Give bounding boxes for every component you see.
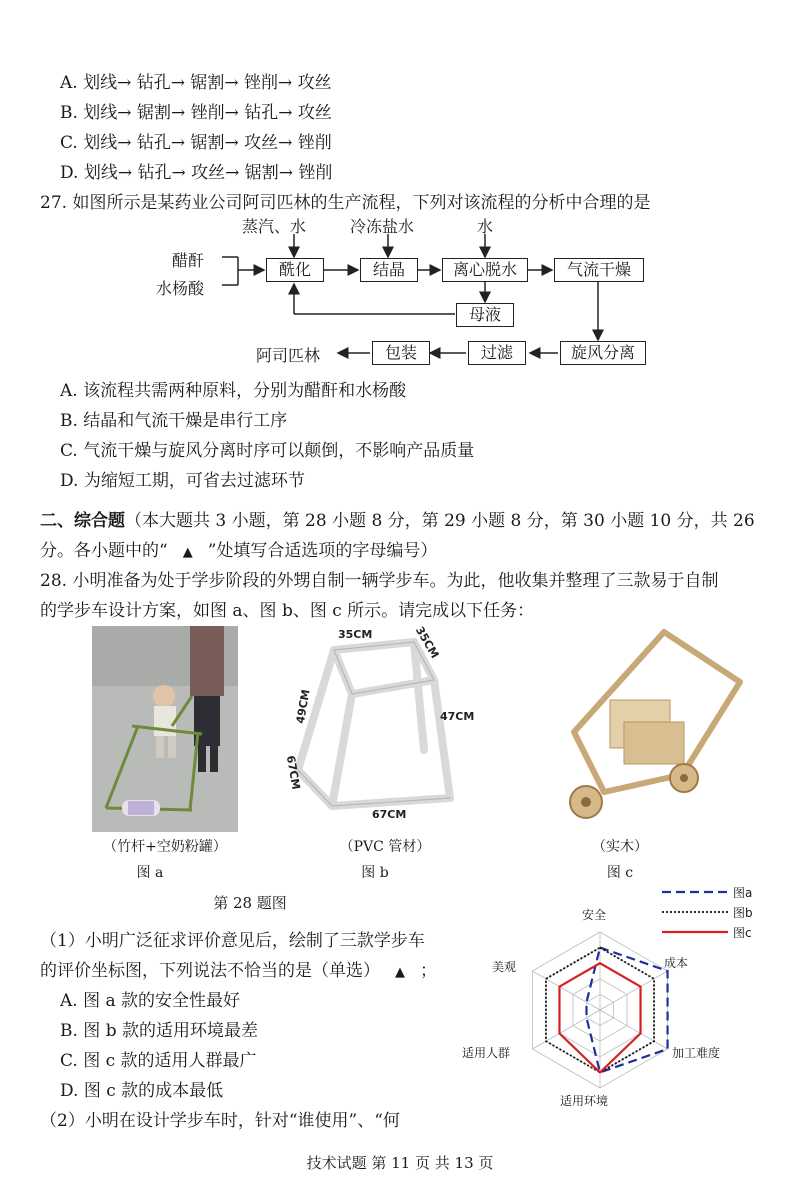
answer-blank-marker: ▲ [182, 545, 193, 560]
figure-b-label: 图 b [361, 865, 389, 881]
input-water: 水 [477, 217, 494, 236]
input-acetic-anhydride: 醋酐 [172, 251, 205, 270]
sub1-option-c: C. 图 c 款的适用人群最广 [60, 1051, 257, 1071]
question-28-stem-1: 28. 小明准备为处于学步阶段的外甥自制一辆学步车。为此，他收集并整理了三款易于自制 [40, 571, 719, 591]
sub1-option-b: B. 图 b 款的适用环境最差 [60, 1021, 258, 1041]
radar-axis-line [600, 1010, 668, 1049]
sub1-answer-blank: ▲ [395, 965, 405, 980]
step-cyclone: 旋风分离 [560, 341, 646, 365]
sub1-option-a: A. 图 a 款的安全性最好 [60, 991, 241, 1011]
figure-c-caption: （实木） [592, 839, 648, 855]
axis-label-environment: 适用环境 [560, 1094, 609, 1108]
legend-a: 图a [733, 886, 753, 900]
dim-base-depth: 67CM [283, 754, 303, 791]
input-steam-water: 蒸汽、水 [242, 217, 307, 236]
option-d: D. 划线→ 钻孔→ 攻丝→ 锯割→ 锉削 [60, 163, 333, 183]
option-b: B. 划线→ 锯割→ 锉削→ 钻孔→ 攻丝 [60, 103, 332, 123]
page-footer: 技术试题 第 11 页 共 13 页 [306, 1154, 494, 1172]
sub1-line1: （1）小明广泛征求评价意见后，绘制了三款学步车 [40, 931, 425, 951]
dim-front-leg: 47CM [440, 710, 475, 723]
dim-rear-leg: 49CM [293, 688, 313, 725]
figure-b-caption: （PVC 管材） [339, 839, 431, 855]
dim-top-depth: 35CM [412, 624, 442, 661]
radar-axis-line [532, 1010, 600, 1049]
question-27-stem: 27. 如图所示是某药业公司阿司匹林的生产流程，下列对该流程的分析中合理的是 [40, 193, 651, 213]
section2-desc2b: ”处填写合适选项的字母编号） [207, 541, 438, 561]
figure-a-label: 图 a [136, 865, 164, 881]
option-a: A. 划线→ 钻孔→ 锯割→ 锉削→ 攻丝 [60, 73, 332, 93]
dim-base-width: 67CM [372, 808, 407, 821]
figure-a-caption: （竹杆+空奶粉罐） [103, 839, 227, 855]
sub1-line2-text: 的评价坐标图，下列说法不恰当的是（单选） [40, 961, 380, 981]
q27-option-d: D. 为缩短工期，可省去过滤环节 [60, 471, 305, 491]
sub2-line: （2）小明在设计学步车时，针对“谁使用”、“何 [40, 1111, 400, 1131]
radar-axis-line [532, 971, 600, 1010]
step-crystallization: 结晶 [360, 258, 418, 282]
step-filter: 过滤 [468, 341, 526, 365]
step-mother-liquor: 母液 [456, 303, 514, 327]
section2-desc2a: 分。各小题中的“ [40, 541, 168, 561]
question-28-stem-2: 的学步车设计方案，如图 a、图 b、图 c 所示。请完成以下任务： [40, 601, 535, 621]
figure-28-title: 第 28 题图 [213, 894, 287, 912]
axis-label-users: 适用人群 [462, 1046, 511, 1060]
legend-c: 图c [733, 926, 752, 940]
dim-top-width: 35CM [338, 628, 373, 641]
axis-label-difficulty: 加工难度 [672, 1046, 721, 1060]
sub1-option-d: D. 图 c 款的成本最低 [60, 1081, 224, 1101]
section2-desc1: （本大题共 3 小题，第 28 小题 8 分，第 29 小题 8 分，第 30 小题 10 分，共 26 [125, 511, 755, 531]
legend-b: 图b [733, 906, 753, 920]
axis-label-safety: 安全 [582, 908, 607, 922]
q27-option-b: B. 结晶和气流干燥是串行工序 [60, 411, 288, 431]
input-salicylic-acid: 水杨酸 [156, 279, 205, 298]
q27-option-a: A. 该流程共需两种原料，分别为醋酐和水杨酸 [60, 381, 407, 401]
axis-label-cost: 成本 [664, 956, 689, 970]
axis-label-appearance: 美观 [492, 960, 517, 974]
step-acylation: 酰化 [266, 258, 324, 282]
figure-c-label: 图 c [606, 865, 634, 881]
step-centrifuge: 离心脱水 [442, 258, 528, 282]
radar-axis-line [600, 971, 668, 1010]
step-package: 包装 [372, 341, 430, 365]
step-air-dry: 气流干燥 [554, 258, 644, 282]
q27-option-c: C. 气流干燥与旋风分离时序可以颠倒，不影响产品质量 [60, 441, 475, 461]
option-c: C. 划线→ 钻孔→ 锯割→ 攻丝→ 锉削 [60, 133, 332, 153]
output-aspirin: 阿司匹林 [256, 346, 321, 365]
sub1-line2-end: ； [420, 961, 437, 981]
input-chilled-brine: 冷冻盐水 [350, 217, 415, 236]
section2-title: 二、综合题 [40, 511, 125, 531]
